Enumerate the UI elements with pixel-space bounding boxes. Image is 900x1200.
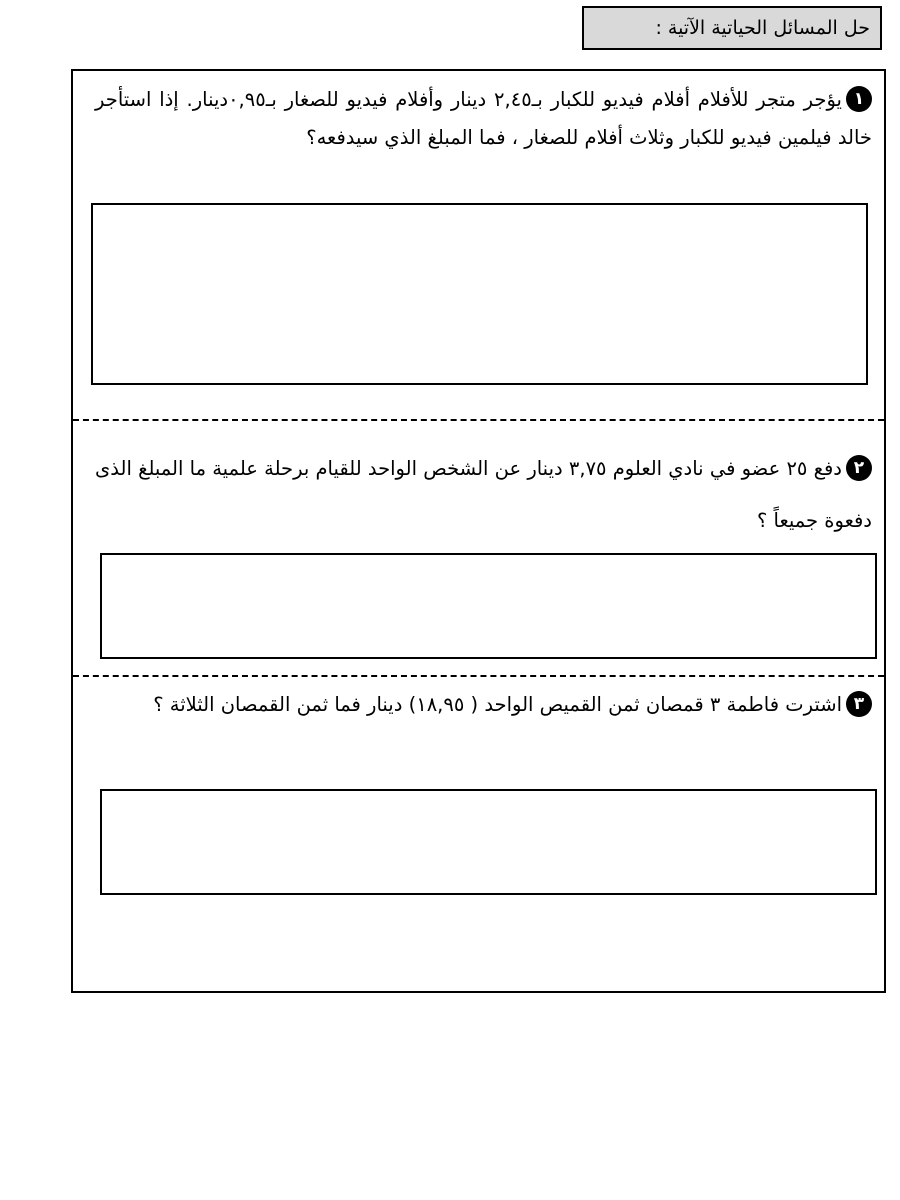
answer-box-1[interactable] — [91, 203, 868, 385]
answer-box-3[interactable] — [100, 789, 877, 895]
page-title: حل المسائل الحياتية الآتية : — [582, 6, 882, 50]
question-text: يؤجر متجر للأفلام أفلام فيديو للكبار بـ٢,٤٥ دينار وأفلام فيديو للصغار بـ٠,٩٥دينار. إذا استأجر خالد فيلمين فيديو للكبار وثلاث أفلام للصغار ، فما المبلغ الذي سيدفعه؟ — [95, 88, 872, 149]
question-text: دفع ٢٥ عضو في نادي العلوم ٣,٧٥ دينار عن الشخص الواحد للقيام برحلة علمية ما المبلغ الذى دفعوة جميعاً ؟ — [95, 457, 872, 532]
question-2 — [95, 443, 872, 547]
section-divider — [73, 419, 884, 421]
question-number-badge: ٢ — [846, 455, 872, 481]
question-number-badge: ١ — [846, 86, 872, 112]
answer-box-2[interactable] — [100, 553, 877, 659]
question-1 — [95, 81, 872, 157]
question-number-badge: ٣ — [846, 691, 872, 717]
worksheet-frame — [71, 69, 886, 993]
question-text: اشترت فاطمة ٣ قمصان ثمن القميص الواحد ( ١٨,٩٥) دينار فما ثمن القمصان الثلاثة ؟ — [153, 693, 842, 716]
section-divider — [73, 675, 884, 677]
question-3 — [95, 685, 872, 725]
